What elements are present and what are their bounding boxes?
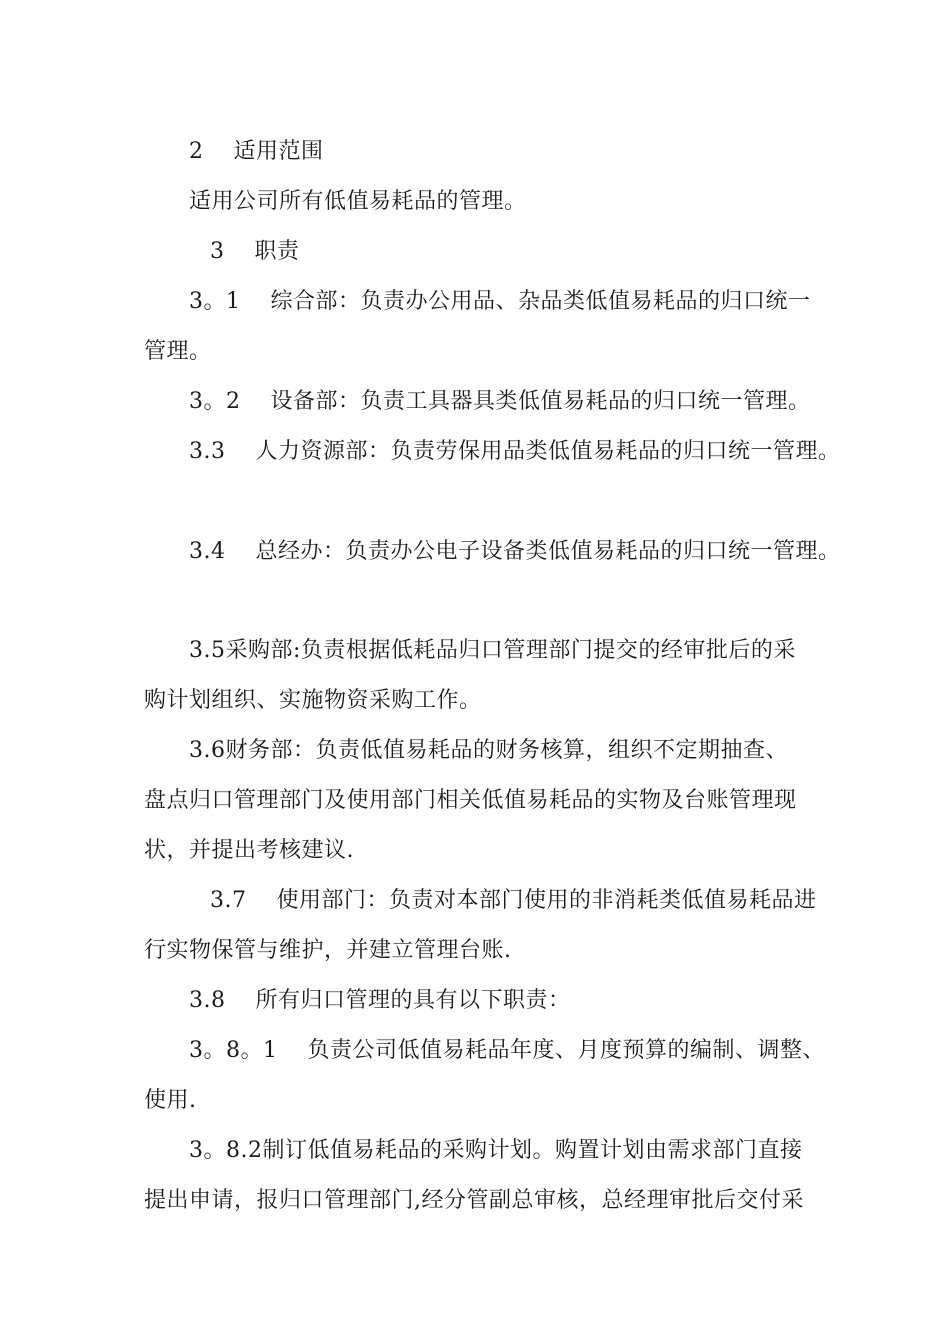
paragraph-line: 3.3 人力资源部：负责劳保用品类低值易耗品的归口统一管理。 xyxy=(189,439,841,464)
paragraph-line: 3。8。1 负责公司低值易耗品年度、月度预算的编制、调整、 xyxy=(189,1038,825,1063)
paragraph-line: 行实物保管与维护，并建立管理台账. xyxy=(144,938,512,963)
paragraph-line: 3.5采购部:负责根据低耗品归口管理部门提交的经审批后的采 xyxy=(189,638,796,663)
paragraph-line: 3.8 所有归口管理的具有以下职责： xyxy=(189,988,571,1013)
paragraph-line: 3。8.2制订低值易耗品的采购计划。购置计划由需求部门直接 xyxy=(189,1138,803,1163)
paragraph-line: 3.6财务部：负责低值易耗品的财务核算，组织不定期抽查、 xyxy=(189,738,788,763)
paragraph-line: 3。1 综合部：负责办公用品、杂品类低值易耗品的归口统一 xyxy=(189,289,811,314)
paragraph-line: 3.4 总经办：负责办公电子设备类低值易耗品的归口统一管理。 xyxy=(189,539,841,564)
paragraph-line: 状，并提出考核建议. xyxy=(144,838,354,863)
paragraph-line: 适用公司所有低值易耗品的管理。 xyxy=(189,189,527,214)
paragraph-line: 使用. xyxy=(144,1088,197,1113)
paragraph-line: 盘点归口管理部门及使用部门相关低值易耗品的实物及台账管理现 xyxy=(144,788,797,813)
paragraph-line: 3.7 使用部门：负责对本部门使用的非消耗类低值易耗品进 xyxy=(210,888,817,913)
section-heading-duties: 3 职责 xyxy=(210,239,300,264)
section-heading-scope: 2 适用范围 xyxy=(189,139,324,164)
paragraph-line: 购计划组织、实施物资采购工作。 xyxy=(144,688,482,713)
paragraph-line: 管理。 xyxy=(144,339,212,364)
paragraph-line: 提出申请，报归口管理部门,经分管副总审核，总经理审批后交付采 xyxy=(144,1188,804,1213)
paragraph-line: 3。2 设备部：负责工具器具类低值易耗品的归口统一管理。 xyxy=(189,389,811,414)
